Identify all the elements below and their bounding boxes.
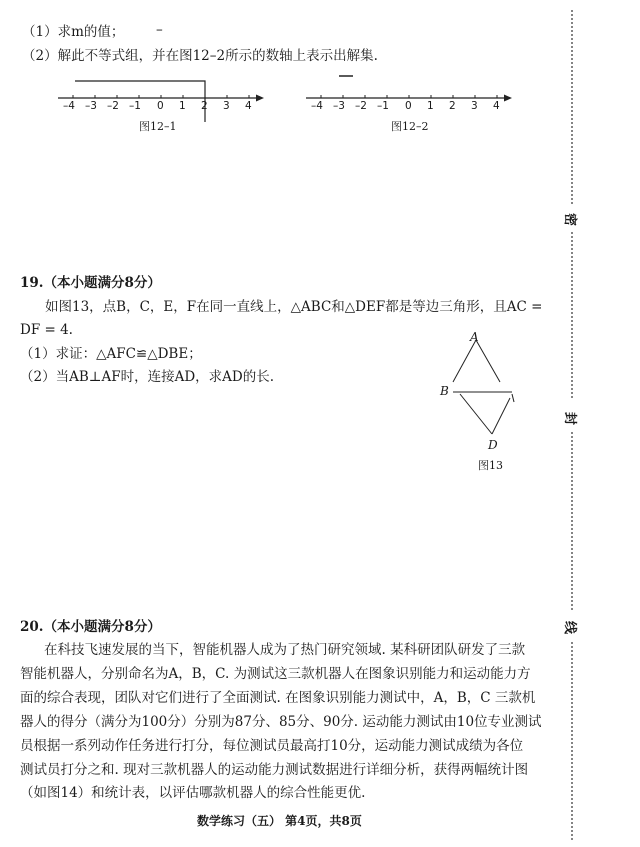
- tick-label: 1: [427, 100, 434, 112]
- tick-label: –4: [311, 100, 323, 112]
- tick-label: –3: [333, 100, 345, 112]
- q20-line: 面的综合表现，团队对它们进行了全面测试. 在图象识别能力测试中，A，B，C 三款机: [20, 690, 536, 706]
- tick-label: –3: [85, 100, 97, 112]
- q18-part1: （1）求m的值；: [22, 24, 125, 40]
- figure-caption-12-2: 图12–2: [391, 120, 429, 133]
- tick-label: –4: [63, 100, 75, 112]
- tick-label: 2: [449, 100, 456, 112]
- q20-line: 在科技飞速发展的当下，智能机器人成为了热门研究领域. 某科研团队研发了三款: [44, 642, 526, 658]
- tick-label: 4: [245, 100, 252, 112]
- tick-label: 4: [493, 100, 500, 112]
- point-label-d: D: [488, 438, 498, 452]
- point-label-a: A: [470, 330, 479, 344]
- q20-line: （如图14）和统计表，以评估哪款机器人的综合性能更优.: [20, 785, 366, 801]
- tick-label: 3: [223, 100, 230, 112]
- tick-label: 1: [179, 100, 186, 112]
- tick-label: –1: [377, 100, 389, 112]
- tick-label: –2: [355, 100, 367, 112]
- point-label-b: B: [440, 384, 449, 398]
- margin-char-xian: 线: [562, 620, 578, 635]
- q18-part1-mark: –: [156, 22, 163, 38]
- tick-label: 0: [157, 100, 164, 112]
- page-footer: 数学练习（五） 第4页，共8页: [197, 814, 362, 828]
- geometry-figure-13: [440, 330, 530, 455]
- q19-heading: 19.（本小题满分8分）: [20, 275, 161, 291]
- number-line-12-1: [55, 74, 270, 124]
- q19-part1: （1）求证：△AFC≌△DBE；: [20, 346, 202, 362]
- figure-caption-12-1: 图12–1: [139, 120, 177, 133]
- figure-caption-13: 图13: [478, 459, 503, 472]
- q20-heading: 20.（本小题满分8分）: [20, 619, 161, 635]
- margin-char-mi: 密: [562, 212, 578, 227]
- q18-part2: （2）解此不等式组，并在图12–2所示的数轴上表示出解集.: [22, 48, 378, 64]
- tick-label: 2: [201, 100, 208, 112]
- tick-label: –2: [107, 100, 119, 112]
- q19-line2: DF = 4.: [20, 322, 73, 338]
- q20-line: 智能机器人，分别命名为A，B，C. 为测试这三款机器人在图象识别能力和运动能力方: [20, 666, 531, 682]
- q20-line: 测试员打分之和. 现对三款机器人的运动能力测试数据进行详细分析，获得两幅统计图: [20, 762, 529, 778]
- q19-line1: 如图13，点B，C，E，F在同一直线上，△ABC和△DEF都是等边三角形，且AC =: [45, 299, 543, 315]
- q19-part2: （2）当AB⊥AF时，连接AD，求AD的长.: [20, 369, 275, 385]
- q20-line: 器人的得分（满分为100分）分别为87分、85分、90分. 运动能力测试由10位专业测试: [20, 714, 542, 730]
- tick-label: 3: [471, 100, 478, 112]
- q20-line: 员根据一系列动作任务进行打分，每位测试员最高打10分，运动能力测试成绩为各位: [20, 738, 524, 754]
- tick-label: 0: [405, 100, 412, 112]
- number-line-12-2: [303, 74, 518, 124]
- tick-label: –1: [129, 100, 141, 112]
- margin-char-feng: 封: [562, 411, 578, 426]
